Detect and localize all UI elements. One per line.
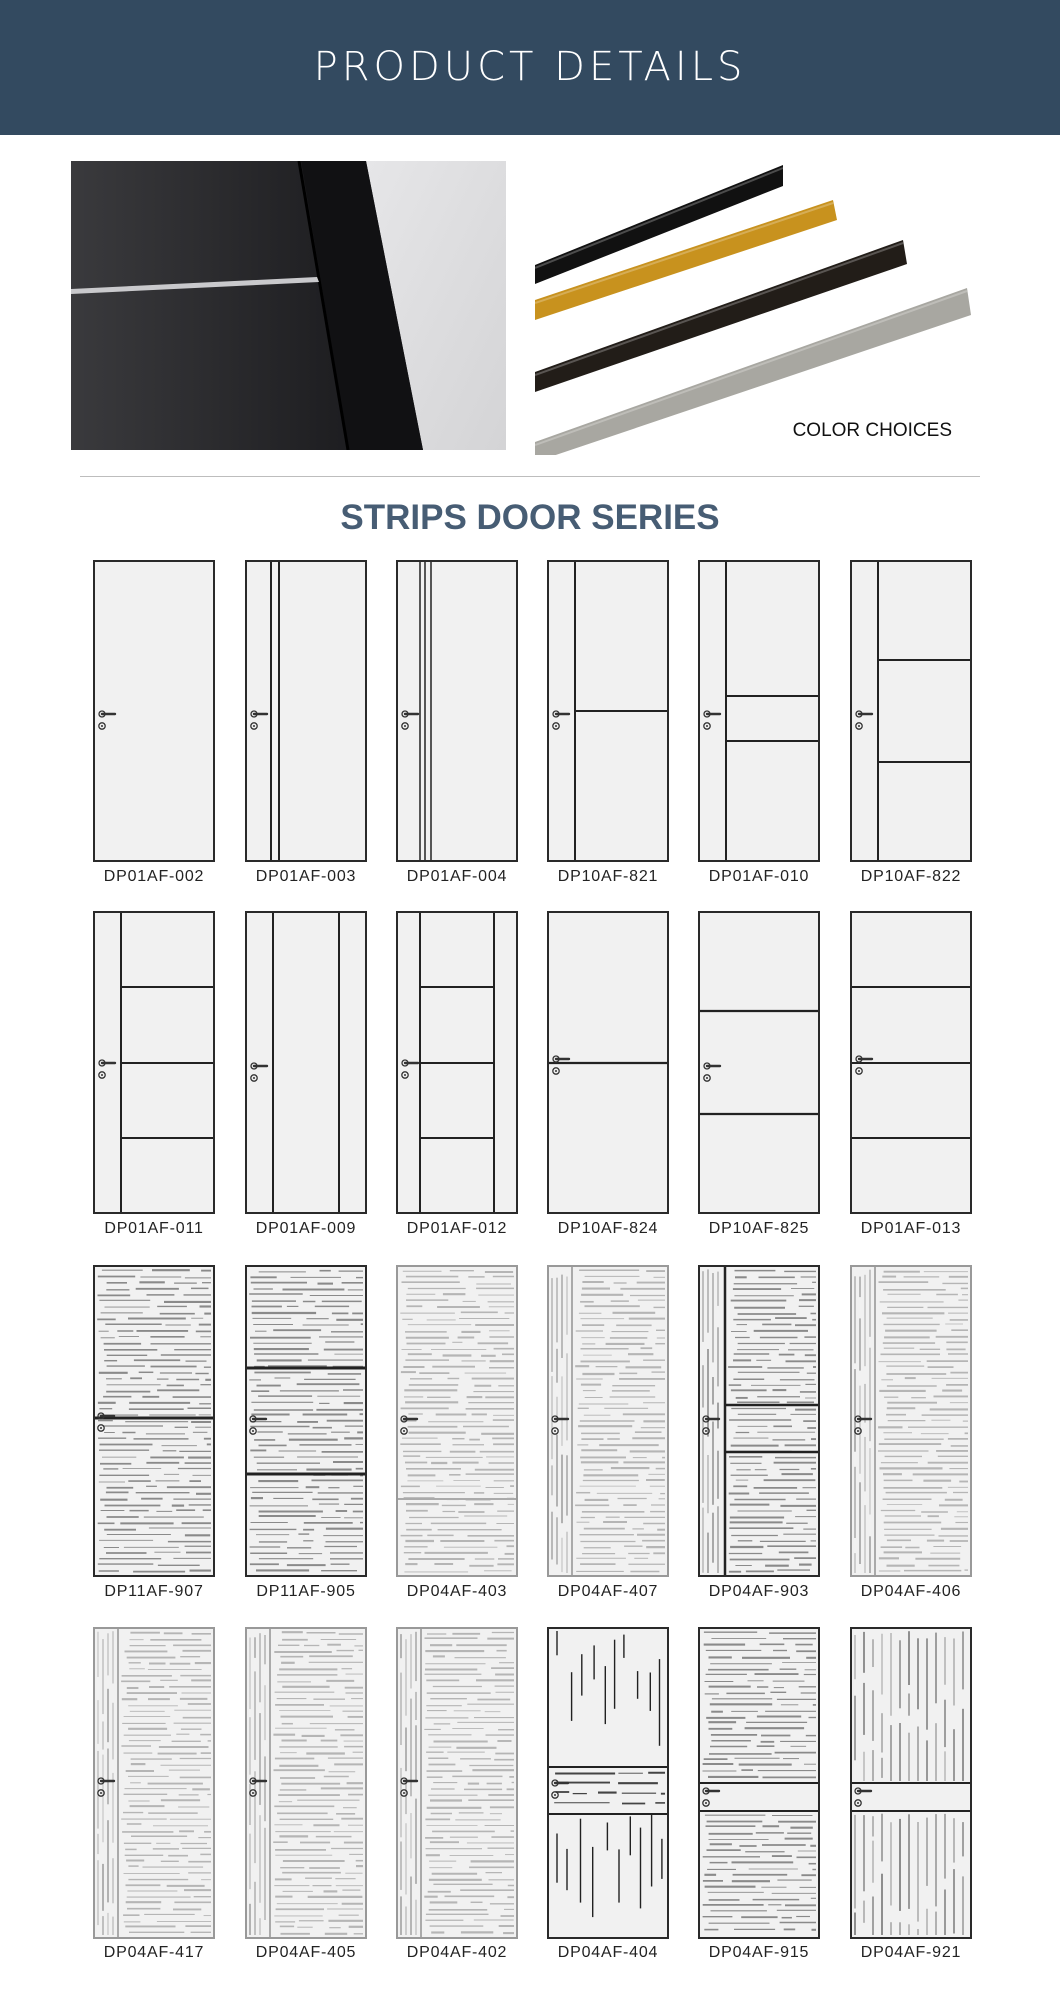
door-drawing <box>93 1627 215 1939</box>
door-model-label: DP01AF-010 <box>708 868 810 885</box>
door-model-label: DP01AF-012 <box>406 1220 508 1237</box>
door-model-label: DP04AF-915 <box>708 1944 810 1961</box>
door-drawing <box>850 911 972 1214</box>
door-model-label: DP04AF-407 <box>557 1583 659 1600</box>
color-choices-caption: COLOR CHOICES <box>792 420 952 441</box>
door-drawing <box>245 1627 367 1939</box>
header-title: PRODUCT DETAILS <box>313 44 747 90</box>
color-strip <box>535 240 907 392</box>
door-model-label: DP01AF-009 <box>255 1220 357 1237</box>
door-model-label: DP11AF-905 <box>256 1583 356 1600</box>
door-model-label: DP01AF-003 <box>255 868 357 885</box>
door-panel <box>397 561 517 861</box>
door-model-label: DP04AF-403 <box>406 1583 508 1600</box>
section-divider <box>80 476 980 477</box>
door-drawing <box>547 911 669 1214</box>
series-title: STRIPS DOOR SERIES <box>340 498 720 537</box>
color-strips-image <box>535 160 975 455</box>
door-model-label: DP04AF-402 <box>406 1944 508 1961</box>
door-model-label: DP11AF-907 <box>104 1583 204 1600</box>
door-model-label: DP10AF-821 <box>557 868 659 885</box>
door-model-label: DP01AF-002 <box>103 868 205 885</box>
door-drawing <box>245 560 367 862</box>
door-drawing <box>850 1265 972 1577</box>
door-drawing <box>547 560 669 862</box>
door-model-label: DP04AF-404 <box>557 1944 659 1961</box>
door-drawing <box>547 1627 669 1939</box>
door-panel <box>699 1266 819 1576</box>
door-drawing <box>93 560 215 862</box>
door-drawing <box>396 1627 518 1939</box>
color-strip-highlight <box>535 168 783 268</box>
door-panel <box>699 561 819 861</box>
door-drawing <box>850 1627 972 1939</box>
door-model-label: DP04AF-903 <box>708 1583 810 1600</box>
door-drawing <box>245 911 367 1214</box>
door-model-label: DP10AF-822 <box>860 868 962 885</box>
door-panel <box>246 561 366 861</box>
door-model-label: DP01AF-013 <box>860 1220 962 1237</box>
door-drawing <box>698 911 820 1214</box>
door-drawing <box>547 1265 669 1577</box>
door-drawing <box>93 1265 215 1577</box>
door-model-label: DP01AF-004 <box>406 868 508 885</box>
door-model-label: DP01AF-011 <box>104 1220 204 1237</box>
door-drawing <box>698 1265 820 1577</box>
door-model-label: DP04AF-406 <box>860 1583 962 1600</box>
door-drawing <box>93 911 215 1214</box>
door-drawing <box>396 1265 518 1577</box>
door-model-label: DP04AF-417 <box>103 1944 205 1961</box>
door-model-label: DP10AF-824 <box>557 1220 659 1237</box>
door-model-label: DP04AF-405 <box>255 1944 357 1961</box>
door-drawing <box>396 911 518 1214</box>
door-model-label: DP04AF-921 <box>860 1944 962 1961</box>
door-drawing <box>850 560 972 862</box>
door-panel <box>94 561 214 861</box>
door-panel <box>246 912 366 1213</box>
door-panel <box>851 561 971 861</box>
door-panel <box>699 912 819 1213</box>
page-header <box>0 0 1060 135</box>
door-drawing <box>245 1265 367 1577</box>
door-closeup-photo <box>71 161 506 450</box>
door-drawing <box>698 560 820 862</box>
door-model-label: DP10AF-825 <box>708 1220 810 1237</box>
door-drawing <box>396 560 518 862</box>
door-drawing <box>698 1627 820 1939</box>
